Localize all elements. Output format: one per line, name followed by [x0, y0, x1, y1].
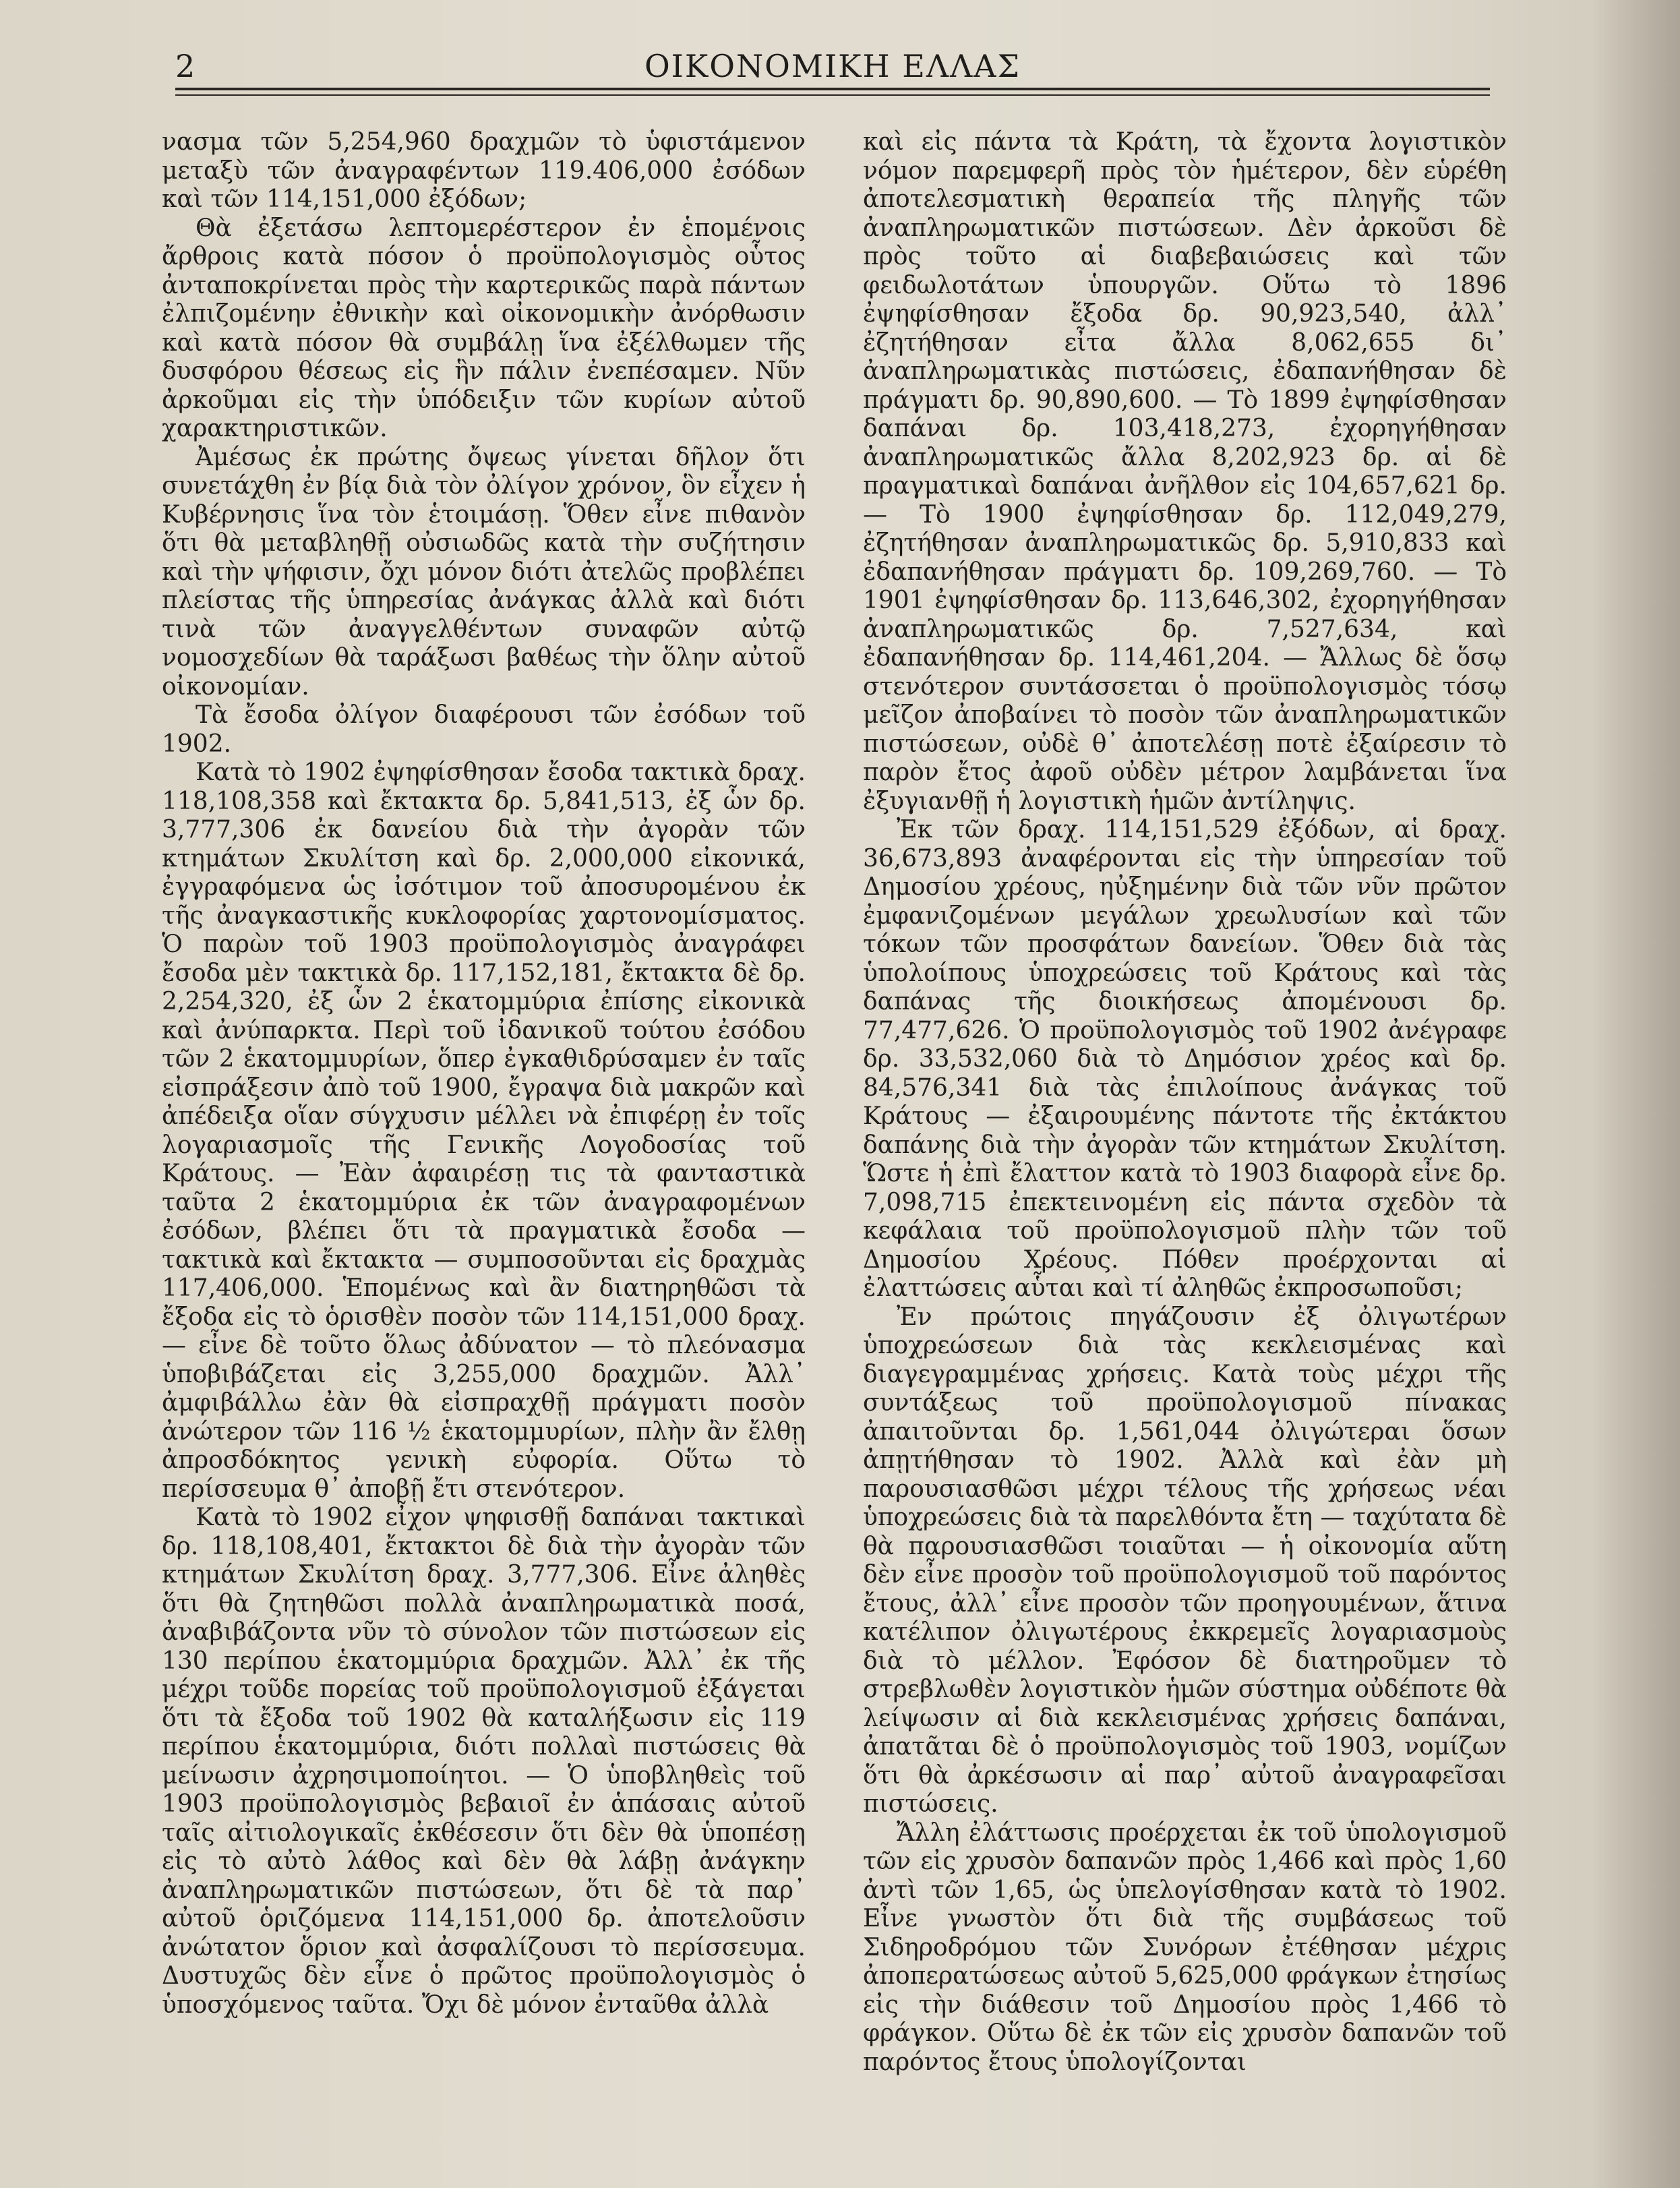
left-column	[162, 128, 806, 2019]
page-header	[175, 46, 1490, 93]
paragraph: Ἐκ τῶν δραχ. 114,151,529 ἐξόδων, αἱ δραχ. 36,673,893 ἀναφέρονται εἰς τὴν ὑπηρεσίαν τοῦ Δημοσίου χρέους, ηὐξημένην διὰ τῶν νῦν πρῶτον ἐμφανιζομένων μεγάλων χρεωλυσίων καὶ τῶν τόκων τῶν προσφάτων δανείων. Ὅθεν διὰ τὰς ὑπολοίπους ὑποχρεώσεις τοῦ Κράτους καὶ τὰς δαπάνας τῆς διοικήσεως ἀπομένουσι δρ. 77,477,626. Ὁ προϋπολογισμὸς τοῦ 1902 ἀνέγραφε δρ. 33,532,060 διὰ τὸ Δημόσιον χρέος καὶ δρ. 84,576,341 διὰ τὰς ἐπιλοίπους ἀνάγκας τοῦ Κράτους — ἐξαιρουμένης πάντοτε τῆς ἐκτάκτου δαπάνης διὰ τὴν ἀγορὰν τῶν κτημάτων Σκυλίτση. Ὥστε ἡ ἐπὶ ἔλαττον κατὰ τὸ 1903 διαφορὰ εἶνε δρ. 7,098,715 ἐπεκτεινομένη εἰς πάντα σχεδὸν τὰ κεφάλαια τοῦ προϋπολογισμοῦ πλὴν τῶν τοῦ Δημοσίου Χρέους. Πόθεν προέρχονται αἱ ἐλαττώσεις αὗται καὶ τί ἀληθῶς ἐκπροσωποῦσι;	[863, 816, 1507, 1302]
paragraph: Τὰ ἔσοδα ὀλίγον διαφέρουσι τῶν ἐσόδων τοῦ 1902.	[162, 701, 806, 758]
header-rule-thin	[175, 94, 1490, 96]
header-rule-thick	[175, 88, 1490, 90]
paragraph: καὶ εἰς πάντα τὰ Κράτη, τὰ ἔχοντα λογιστικὸν νόμον παρεμφερῆ πρὸς τὸν ἡμέτερον, δὲν εὑρέθη ἀποτελεσματικὴ θεραπεία τῆς πληγῆς τῶν ἀναπληρωματικῶν πιστώσεων. Δὲν ἀρκοῦσι δὲ πρὸς τοῦτο αἱ διαβεβαιώσεις καὶ τῶν φειδωλοτάτων ὑπουργῶν. Οὕτω τὸ 1896 ἐψηφίσθησαν ἔξοδα δρ. 90,923,540, ἀλλ᾽ ἐζητήθησαν εἶτα ἄλλα 8,062,655 δι᾽ ἀναπληρωματικὰς πιστώσεις, ἐδαπανήθησαν δὲ πράγματι δρ. 90,890,600. — Τὸ 1899 ἐψηφίσθησαν δαπάναι δρ. 103,418,273, ἐχορηγήθησαν ἀναπληρωματικῶς ἄλλα 8,202,923 δρ. αἱ δὲ πραγματικαὶ δαπάναι ἀνῆλθον εἰς 104,657,621 δρ. — Τὸ 1900 ἐψηφίσθησαν δρ. 112,049,279, ἐζητήθησαν ἀναπληρωματικῶς δρ. 5,910,833 καὶ ἐδαπανήθησαν πράγματι δρ. 109,269,760. — Τὸ 1901 ἐψηφίσθησαν δρ. 113,646,302, ἐχορηγήθησαν ἀναπληρωματικῶς δρ. 7,527,634, καὶ ἐδαπανήθησαν δρ. 114,461,204. — Ἄλλως δὲ ὅσῳ στενότερον συντάσσεται ὁ προϋπολογισμὸς τόσῳ μεῖζον ἀποβαίνει τὸ ποσὸν τῶν ἀναπληρωματικῶν πιστώσεων, οὐδὲ θ᾽ ἀποτελέσῃ ποτὲ ἐξαίρεσιν τὸ παρὸν ἔτος ἀφοῦ οὐδὲν μέτρον λαμβάνεται ἵνα ἐξυγιανθῇ ἡ λογιστικὴ ἡμῶν ἀντίληψις.	[863, 128, 1507, 815]
paragraph: Ἀμέσως ἐκ πρώτης ὄψεως γίνεται δῆλον ὅτι συνετάχθη ἐν βίᾳ διὰ τὸν ὀλίγον χρόνον, ὃν εἶχεν ἡ Κυβέρνησις ἵνα τὸν ἑτοιμάσῃ. Ὅθεν εἶνε πιθανὸν ὅτι θὰ μεταβληθῇ οὐσιωδῶς κατὰ τὴν συζήτησιν καὶ τὴν ψήφισιν, ὄχι μόνον διότι ἀτελῶς προβλέπει πλείστας τῆς ὑπηρεσίας ἀνάγκας ἀλλὰ καὶ διότι τινὰ τῶν ἀναγγελθέντων συναφῶν αὐτῷ νομοσχεδίων θὰ ταράξωσι βαθέως τὴν ὅλην αὐτοῦ οἰκονομίαν.	[162, 443, 806, 701]
paragraph: Κατὰ τὸ 1902 ἐψηφίσθησαν ἔσοδα τακτικὰ δραχ. 118,108,358 καὶ ἔκτακτα δρ. 5,841,513, ἐξ ὧν δρ. 3,777,306 ἐκ δανείου διὰ τὴν ἀγορὰν τῶν κτημάτων Σκυλίτση καὶ δρ. 2,000,000 εἰκονικά, ἐγγραφόμενα ὡς ἰσότιμον τοῦ ἀποσυρομένου ἐκ τῆς ἀναγκαστικῆς κυκλοφορίας χαρτονομίσματος. Ὁ παρὼν τοῦ 1903 προϋπολογισμὸς ἀναγράφει ἔσοδα μὲν τακτικὰ δρ. 117,152,181, ἔκτακτα δὲ δρ. 2,254,320, ἐξ ὧν 2 ἑκατομμύρια ἐπίσης εἰκονικὰ καὶ ἀνύπαρκτα. Περὶ τοῦ ἰδανικοῦ τούτου ἐσόδου τῶν 2 ἑκατομμυρίων, ὅπερ ἐγκαθιδρύσαμεν ἐν ταῖς εἰσπράξεσιν ἀπὸ τοῦ 1900, ἔγραψα διὰ μακρῶν καὶ ἀπέδειξα οἵαν σύγχυσιν μέλλει νὰ ἐπιφέρῃ ἐν τοῖς λογαριασμοῖς τῆς Γενικῆς Λογοδοσίας τοῦ Κράτους. — Ἐὰν ἀφαιρέσῃ τις τὰ φανταστικὰ ταῦτα 2 ἑκατομμύρια ἐκ τῶν ἀναγραφομένων ἐσόδων, βλέπει ὅτι τὰ πραγματικὰ ἔσοδα — τακτικὰ καὶ ἔκτακτα — συμποσοῦνται εἰς δραχμὰς 117,406,000. Ἑπομένως καὶ ἂν διατηρηθῶσι τὰ ἔξοδα εἰς τὸ ὁρισθὲν ποσὸν τῶν 114,151,000 δραχ. — εἶνε δὲ τοῦτο ὅλως ἀδύνατον — τὸ πλεόνασμα ὑποβιβάζεται εἰς 3,255,000 δραχμῶν. Ἀλλ᾽ ἀμφιβάλλω ἐὰν θὰ εἰσπραχθῇ πράγματι ποσὸν ἀνώτερον τῶν 116 ½ ἑκατομμυρίων, πλὴν ἂν ἔλθῃ ἀπροσδόκητος γενικὴ εὐφορία. Οὕτω τὸ περίσσευμα θ᾽ ἀποβῇ ἔτι στενότερον.	[162, 759, 806, 1503]
paragraph: Θὰ ἐξετάσω λεπτομερέστερον ἐν ἑπομένοις ἄρθροις κατὰ πόσον ὁ προϋπολογισμὸς οὗτος ἀνταποκρίνεται πρὸς τὴν καρτερικῶς παρὰ πάντων ἐλπιζομένην ἐθνικὴν καὶ οἰκονομικὴν ἀνόρθωσιν καὶ κατὰ πόσον θὰ συμβάλῃ ἵνα ἐξέλθωμεν τῆς δυσφόρου θέσεως εἰς ἣν πάλιν ἐνεπέσαμεν. Νῦν ἀρκοῦμαι εἰς τὴν ὑπόδειξιν τῶν κυρίων αὐτοῦ χαρακτηριστικῶν.	[162, 214, 806, 442]
page-number: 2	[175, 48, 196, 84]
running-title: ΟΙΚΟΝΟΜΙΚΗ ΕΛΛΑΣ	[644, 48, 1021, 84]
right-column	[863, 128, 1507, 2077]
paragraph: νασμα τῶν 5,254,960 δραχμῶν τὸ ὑφιστάμενον μεταξὺ τῶν ἀναγραφέντων 119.406,000 ἐσόδων καὶ τῶν 114,151,000 ἐξόδων;	[162, 128, 806, 213]
paragraph: Κατὰ τὸ 1902 εἶχον ψηφισθῇ δαπάναι τακτικαὶ δρ. 118,108,401, ἔκτακτοι δὲ διὰ τὴν ἀγορὰν τῶν κτημάτων Σκυλίτση δραχ. 3,777,306. Εἶνε ἀληθὲς ὅτι θὰ ζητηθῶσι πολλὰ ἀναπληρωματικὰ ποσά, ἀναβιβάζοντα νῦν τὸ σύνολον τῶν πιστώσεων εἰς 130 περίπου ἑκατομμύρια δραχμῶν. Ἀλλ᾽ ἐκ τῆς μέχρι τοῦδε πορείας τοῦ προϋπολογισμοῦ ἐξάγεται ὅτι τὰ ἔξοδα τοῦ 1902 θὰ καταλήξωσιν εἰς 119 περίπου ἑκατομμύρια, διότι πολλαὶ πιστώσεις θὰ μείνωσιν ἀχρησιμοποίητοι. — Ὁ ὑποβληθεὶς τοῦ 1903 προϋπολογισμὸς βεβαιοῖ ἐν ἁπάσαις αὐτοῦ ταῖς αἰτιολογικαῖς ἐκθέσεσιν ὅτι δὲν θὰ ὑποπέσῃ εἰς τὸ αὐτὸ λάθος καὶ δὲν θὰ λάβῃ ἀνάγκην ἀναπληρωματικῶν πιστώσεων, ὅτι δὲ τὰ παρ᾽ αὐτοῦ ὁριζόμενα 114,151,000 δρ. ἀποτελοῦσιν ἀνώτατον ὅριον καὶ ἀσφαλίζουσι τὸ περίσσευμα. Δυστυχῶς δὲν εἶνε ὁ πρῶτος προϋπολογισμὸς ὁ ὑποσχόμενος ταῦτα. Ὄχι δὲ μόνον ἐνταῦθα ἀλλὰ	[162, 1504, 806, 2019]
paragraph: Ἐν πρώτοις πηγάζουσιν ἐξ ὀλιγωτέρων ὑποχρεώσεων διὰ τὰς κεκλεισμένας καὶ διαγεγραμμένας χρήσεις. Κατὰ τοὺς μέχρι τῆς συντάξεως τοῦ προϋπολογισμοῦ πίνακας ἀπαιτοῦνται δρ. 1,561,044 ὀλιγώτεραι ὅσων ἀπῃτήθησαν τὸ 1902. Ἀλλὰ καὶ ἐὰν μὴ παρουσιασθῶσι μέχρι τέλους τῆς χρήσεως νέαι ὑποχρεώσεις διὰ τὰ παρελθόντα ἔτη — ταχύτατα δὲ θὰ παρουσιασθῶσι τοιαῦται — ἡ οἰκονομία αὕτη δὲν εἶνε προσὸν τοῦ προϋπολογισμοῦ τοῦ παρόντος ἔτους, ἀλλ᾽ εἶνε προσὸν τῶν προηγουμένων, ἅτινα κατέλιπον ὀλιγωτέρους ἐκκρεμεῖς λογαριασμοὺς διὰ τὸ μέλλον. Ἐφόσον δὲ διατηροῦμεν τὸ στρεβλωθὲν λογιστικὸν ἡμῶν σύστημα οὐδέποτε θὰ λείψωσιν αἱ διὰ κεκλεισμένας χρήσεις δαπάναι, ἀπατᾶται δὲ ὁ προϋπολογισμὸς τοῦ 1903, νομίζων ὅτι θὰ ἀρκέσωσιν αἱ παρ᾽ αὐτοῦ ἀναγραφεῖσαι πιστώσεις.	[863, 1303, 1507, 1818]
binding-shadow	[1591, 0, 1680, 2188]
paragraph: Ἄλλη ἐλάττωσις προέρχεται ἐκ τοῦ ὑπολογισμοῦ τῶν εἰς χρυσὸν δαπανῶν πρὸς 1,466 καὶ πρὸς 1,60 ἀντὶ τῶν 1,65, ὡς ὑπελογίσθησαν κατὰ τὸ 1902. Εἶνε γνωστὸν ὅτι διὰ τῆς συμβάσεως τοῦ Σιδηροδρόμου τῶν Συνόρων ἐτέθησαν μέχρις ἀποπερατώσεως αὐτοῦ 5,625,000 φράγκων ἐτησίως εἰς τὴν διάθεσιν τοῦ Δημοσίου πρὸς 1,466 τὸ φράγκον. Οὕτω δὲ ἐκ τῶν εἰς χρυσὸν δαπανῶν τοῦ παρόντος ἔτους ὑπολογίζονται	[863, 1819, 1507, 2076]
